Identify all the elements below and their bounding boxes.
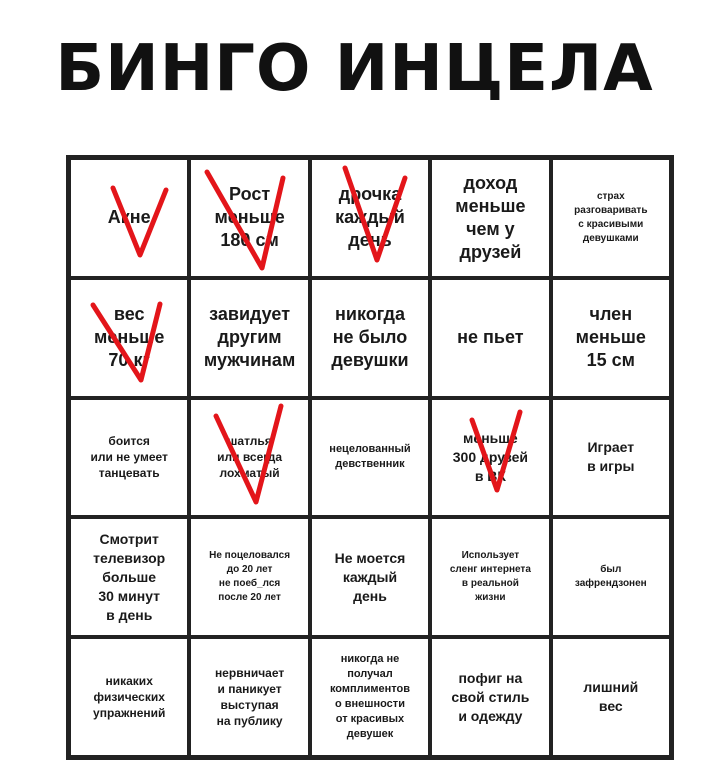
page-title: БИНГО ИНЦЕЛА — [55, 32, 654, 106]
bingo-cell-no-girlfriend[interactable] — [310, 278, 430, 398]
cell-label: шатлья или всегда лохматый — [217, 434, 283, 481]
bingo-cell-slang[interactable] — [430, 517, 550, 637]
cell-label: никогда не получал комплиментов о внешности от красивых девушек — [329, 653, 411, 741]
cell-label: никогда не было девушки — [331, 304, 409, 371]
cell-label: нецелованный девственник — [329, 443, 411, 471]
bingo-cell-hair[interactable] — [189, 398, 309, 518]
bingo-cell-fear-talking[interactable] — [551, 158, 671, 278]
bingo-cell-income[interactable] — [430, 158, 550, 278]
bingo-cell-not-kissed-20[interactable] — [189, 517, 309, 637]
bingo-cell-dancing[interactable] — [69, 398, 189, 518]
cell-label: пофиг на свой стиль и одежду — [451, 669, 530, 724]
bingo-cell-acne[interactable] — [69, 158, 189, 278]
cell-label: Рост меньше 180 см — [214, 184, 285, 251]
cell-label: вес меньше 70 кг — [94, 304, 165, 371]
bingo-cell-no-exercise[interactable] — [69, 637, 189, 757]
bingo-cell-tv[interactable] — [69, 517, 189, 637]
bingo-cell-games[interactable] — [551, 398, 671, 518]
cell-label: дрочка каждый день — [335, 184, 405, 251]
bingo-cell-envy[interactable] — [189, 278, 309, 398]
bingo-cell-friends[interactable] — [430, 398, 550, 518]
bingo-cell-no-wash[interactable] — [310, 517, 430, 637]
cell-label: меньше 300 друзей в ВК — [452, 429, 529, 484]
cell-label: Акне — [107, 207, 151, 228]
bingo-cell-unkissed[interactable] — [310, 398, 430, 518]
bingo-cell-no-drinking[interactable] — [430, 278, 550, 398]
bingo-grid — [66, 155, 674, 760]
cell-label: Смотрит телевизор больше 30 минут в день — [93, 530, 166, 623]
bingo-cell-friendzone[interactable] — [551, 517, 671, 637]
bingo-cell-compliments[interactable] — [310, 637, 430, 757]
cell-label: член меньше 15 см — [575, 304, 646, 371]
bingo-cell-style[interactable] — [430, 637, 550, 757]
cell-label: никаких физических упражнений — [93, 674, 166, 721]
bingo-cell-weight[interactable] — [69, 278, 189, 398]
cell-label: Не поцеловался до 20 лет не поеб_лся после 20 лет — [209, 550, 291, 604]
bingo-cell-public-speaking[interactable] — [189, 637, 309, 757]
cell-label: Не моется каждый день — [334, 549, 406, 604]
cell-label: завидует другим мужчинам — [203, 304, 296, 371]
cell-label: страх разговаривать с красивыми девушками — [574, 190, 648, 244]
cell-label: Играет в игры — [587, 439, 635, 475]
cell-label: доход меньше чем у друзей — [455, 172, 526, 262]
cell-label: боится или не умеет танцевать — [90, 434, 168, 481]
bingo-cell-daily[interactable] — [310, 158, 430, 278]
bingo-cell-height[interactable] — [189, 158, 309, 278]
bingo-cell-size[interactable] — [551, 278, 671, 398]
cell-label: не пьет — [457, 327, 524, 348]
cell-label: Использует сленг интернета в реальной жизни — [449, 550, 531, 604]
cell-label: был зафрендзонен — [574, 564, 647, 590]
cell-label: лишний вес — [583, 679, 639, 715]
bingo-cell-overweight[interactable] — [551, 637, 671, 757]
cell-label: нервничает и паникует выступая на публику — [214, 666, 285, 729]
